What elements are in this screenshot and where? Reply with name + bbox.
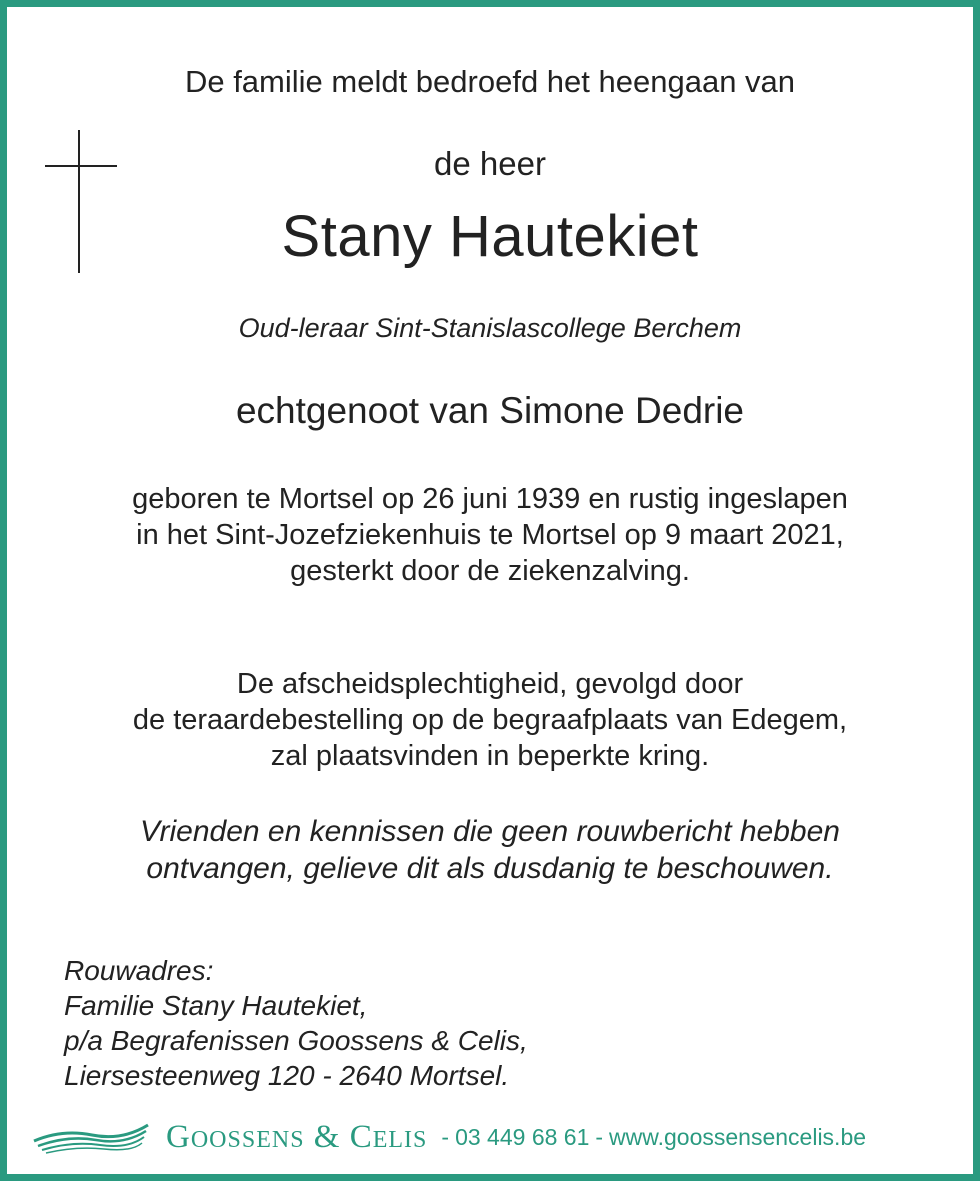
footer-bar: [32, 1113, 962, 1161]
address-line: Liersesteenweg 120 - 2640 Mortsel.: [64, 1060, 510, 1091]
intro-text: De familie meldt bedroefd het heengaan van: [184, 64, 796, 99]
paragraph-line: zal plaatsvinden in beperkte kring.: [270, 740, 710, 772]
phone-number: 03 449 68 61: [455, 1123, 590, 1150]
title-prefix: de heer: [434, 145, 546, 182]
birth-death-paragraph: [7, 481, 973, 589]
paragraph-line: geboren te Mortsel op 26 juni 1939 en rustig ingeslapen: [132, 483, 848, 515]
brand-name: GOOSSENS & CELIS: [166, 1118, 428, 1155]
mourning-address: [64, 953, 528, 1093]
paragraph-line: ontvangen, gelieve dit als dusdanig te beschouwen.: [146, 852, 834, 885]
paragraph-line: in het Sint-Jozefziekenhuis te Mortsel op 9 maart 2021,: [136, 519, 844, 551]
paragraph-line: gesterkt door de ziekenzalving.: [290, 555, 690, 587]
paragraph-line: de teraardebestelling op de begraafplaats van Edegem,: [132, 704, 848, 736]
spouse-text: echtgenoot van Simone Dedrie: [235, 390, 745, 431]
deceased-name: Stany Hautekiet: [281, 204, 699, 269]
ceremony-paragraph: [7, 666, 973, 774]
separator: -: [441, 1123, 450, 1150]
contact-info: [435, 1124, 866, 1151]
paragraph-line: Vrienden en kennissen die geen rouwbericht hebben: [140, 815, 840, 848]
website-link[interactable]: www.goossensencelis.be: [609, 1123, 867, 1150]
former-role: Oud-leraar Sint-Stanislascollege Berchem: [238, 313, 742, 343]
brand-swoosh-icon: [32, 1119, 150, 1155]
paragraph-line: De afscheidsplechtigheid, gevolgd door: [236, 668, 744, 700]
friends-notice: [7, 813, 973, 887]
address-line: p/a Begrafenissen Goossens & Celis,: [64, 1025, 528, 1056]
death-notice-card: [7, 7, 973, 1174]
address-line: Rouwadres:: [64, 955, 214, 986]
separator: -: [595, 1123, 604, 1150]
address-line: Familie Stany Hautekiet,: [64, 990, 368, 1021]
